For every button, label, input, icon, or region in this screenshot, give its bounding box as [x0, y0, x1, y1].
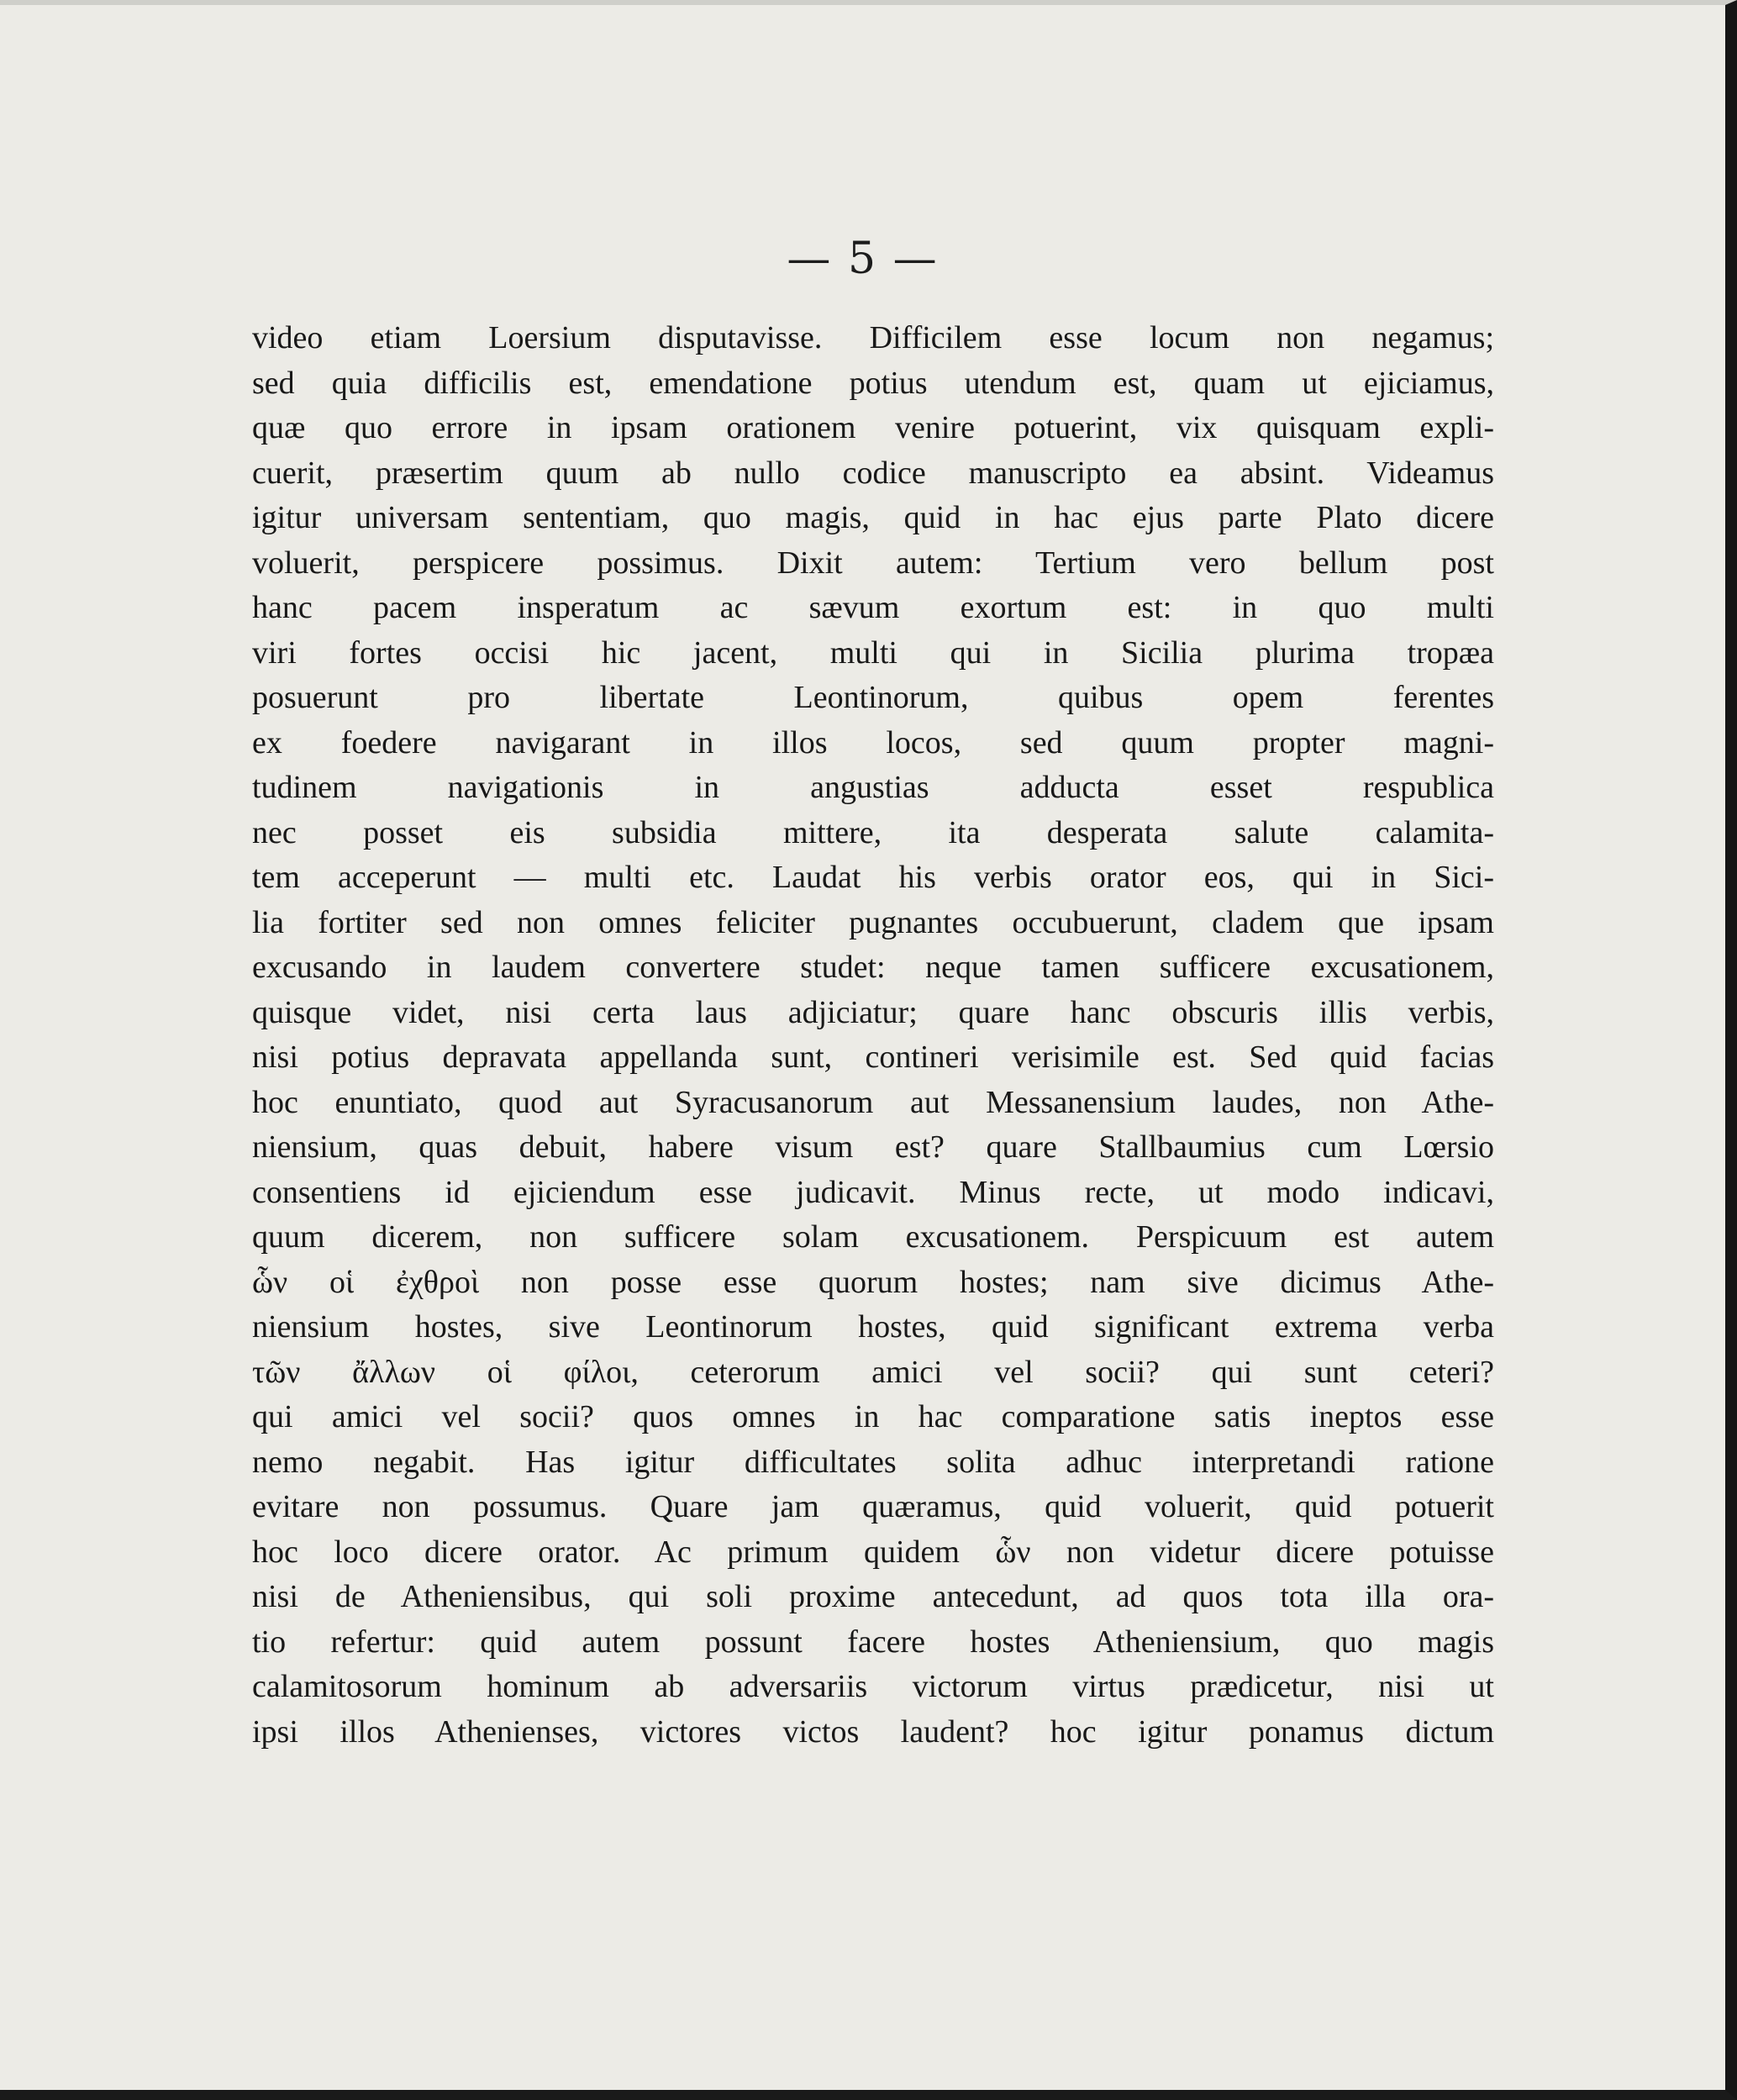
text-line: quæ quo errore in ipsam orationem venire potuerint, vix quisquam expli- [252, 410, 1494, 445]
text-line: cuerit, præsertim quum ab nullo codice manuscripto ea absint. Videamus [252, 455, 1494, 491]
text-line: voluerit, perspicere possimus. Dixit autem: Tertium vero bellum post [252, 545, 1494, 581]
text-line: evitare non possumus. Quare jam quæramus, quid voluerit, quid potuerit [252, 1489, 1494, 1524]
text-line: nec posset eis subsidia mittere, ita desperata salute calamita- [252, 814, 1494, 850]
text-line: viri fortes occisi hic jacent, multi qui in Sicilia plurima tropæa [252, 634, 1494, 671]
text-line: τῶν ἄλλων οἱ φίλοι, ceterorum amici vel socii? qui sunt ceteri? [252, 1354, 1494, 1390]
text-line: tio refertur: quid autem possunt facere hostes Atheniensium, quo magis [252, 1624, 1494, 1660]
text-line: quisque videt, nisi certa laus adjiciatur; quare hanc obscuris illis verbis, [252, 994, 1494, 1030]
text-line: ὧν οἱ ἐχθροὶ non posse esse quorum hostes; nam sive dicimus Athe- [252, 1264, 1494, 1300]
text-line: quum dicerem, non sufficere solam excusationem. Perspicuum est autem [252, 1219, 1494, 1255]
text-line: nisi potius depravata appellanda sunt, contineri verisimile est. Sed quid facias [252, 1039, 1494, 1075]
text-line: niensium hostes, sive Leontinorum hostes, quid significant extrema verba [252, 1309, 1494, 1345]
page-number: — 5 — [787, 234, 939, 284]
text-line: video etiam Loersium disputavisse. Difficilem esse locum non negamus; [252, 320, 1494, 355]
text-line: ex foedere navigarant in illos locos, sed quum propter magni- [252, 724, 1494, 761]
text-line: tudinem navigationis in angustias adducta esset respublica [252, 770, 1494, 805]
text-line: hanc pacem insperatum ac sævum exortum est: in quo multi [252, 590, 1494, 625]
text-line: calamitosorum hominum ab adversariis victorum virtus prædicetur, nisi ut [252, 1669, 1494, 1704]
text-line: nemo negabit. Has igitur difficultates solita adhuc interpretandi ratione [252, 1444, 1494, 1480]
text-line: niensium, quas debuit, habere visum est? quare Stallbaumius cum Lœrsio [252, 1129, 1494, 1165]
text-line: sed quia difficilis est, emendatione potius utendum est, quam ut ejiciamus, [252, 365, 1494, 401]
text-line: igitur universam sententiam, quo magis, quid in hac ejus parte Plato dicere [252, 500, 1494, 535]
text-line: nisi de Atheniensibus, qui soli proxime antecedunt, ad quos tota illa ora- [252, 1579, 1494, 1614]
text-line: hoc loco dicere orator. Ac primum quidem ὧν non videtur dicere potuisse [252, 1534, 1494, 1570]
text-line: ipsi illos Athenienses, victores victos laudent? hoc igitur ponamus dictum [252, 1713, 1494, 1750]
text-line: excusando in laudem convertere studet: neque tamen sufficere excusationem, [252, 950, 1494, 985]
text-line: hoc enuntiato, quod aut Syracusanorum aut Messanensium laudes, non Athe- [252, 1084, 1494, 1120]
text-line: tem acceperunt — multi etc. Laudat his verbis orator eos, qui in Sici- [252, 860, 1494, 895]
text-line: posuerunt pro libertate Leontinorum, quibus opem ferentes [252, 680, 1494, 715]
text-line: qui amici vel socii? quos omnes in hac comparatione satis ineptos esse [252, 1399, 1494, 1434]
body-text [252, 316, 1494, 1755]
text-line: lia fortiter sed non omnes feliciter pugnantes occubuerunt, cladem que ipsam [252, 904, 1494, 940]
text-line: consentiens id ejiciendum esse judicavit. Minus recte, ut modo indicavi, [252, 1174, 1494, 1210]
